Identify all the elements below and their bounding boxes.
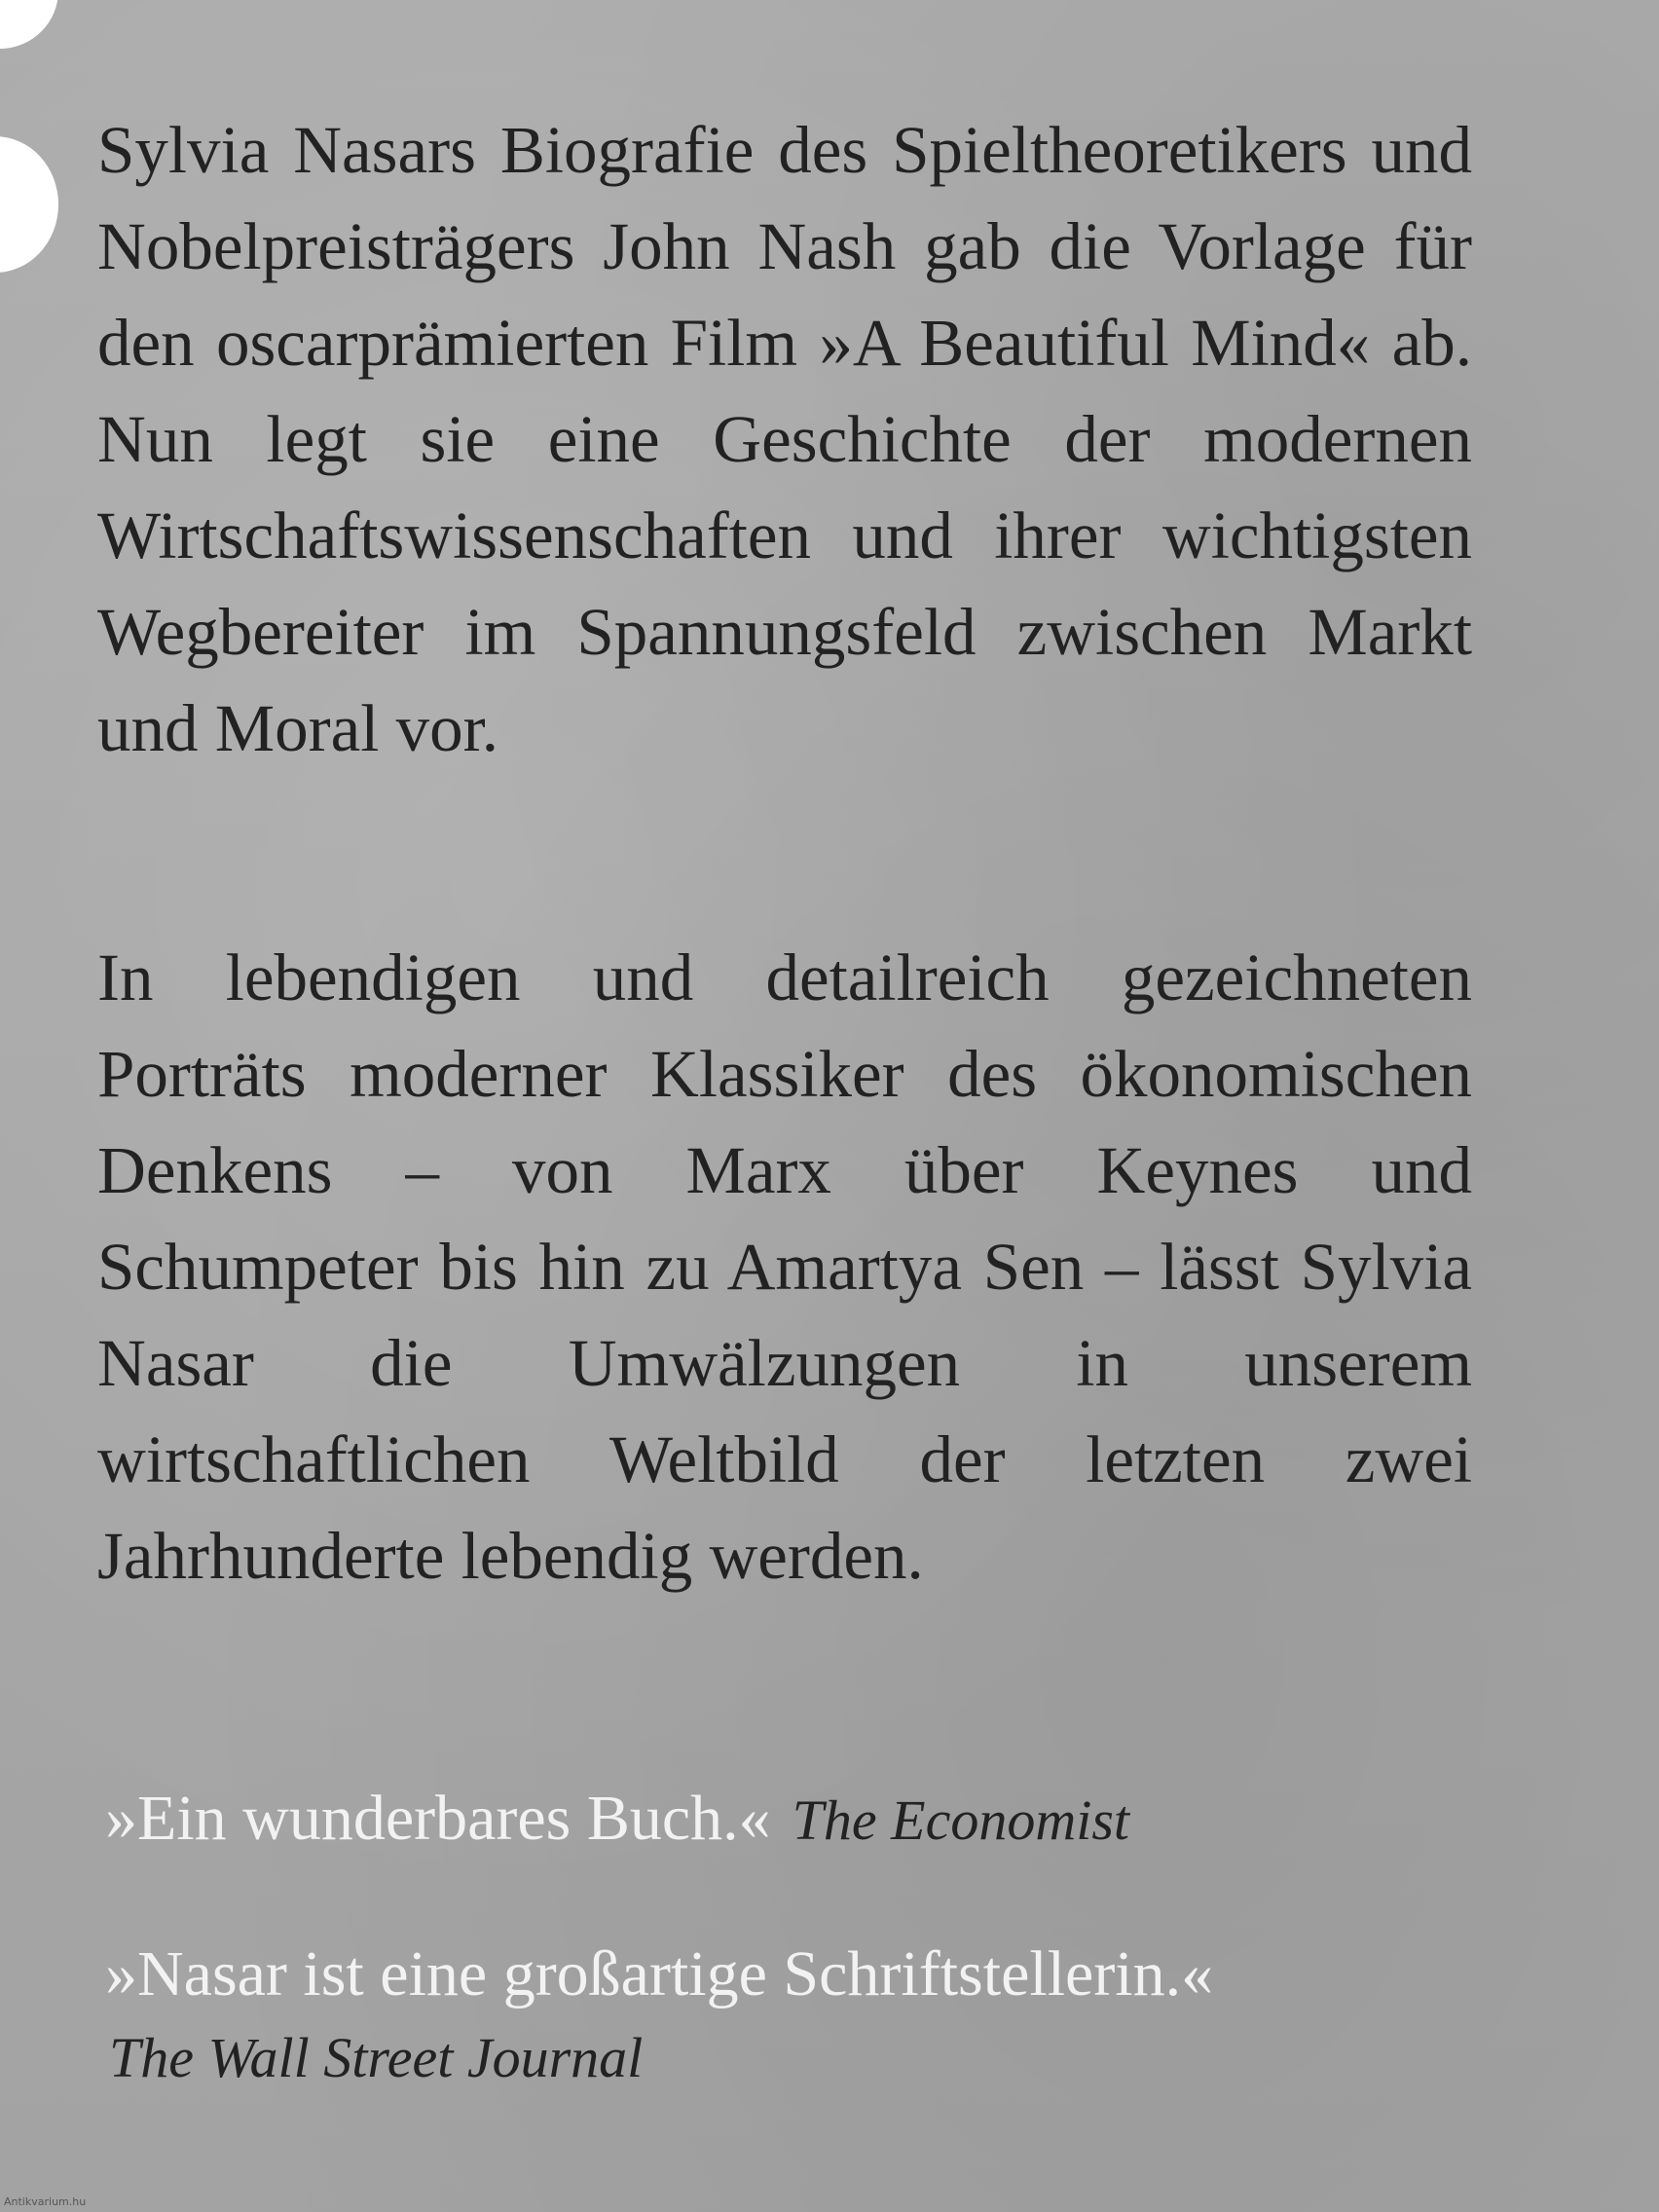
quote-text: »Ein wunderbares Buch.« <box>105 1783 771 1854</box>
site-watermark: Antikvarium.hu <box>4 2195 87 2208</box>
quote-source: The Wall Street Journal <box>109 2026 644 2089</box>
page-notch-middle <box>0 136 58 273</box>
page-notch-top <box>0 0 58 49</box>
blurb-paragraph-2: In lebendigen und detailreich gezeichneten Porträts moderner Klassiker des ökonomischen Denkens – von Marx über Keynes und Schumpeter bis hin zu Amartya Sen – lässt Sylvia Nasar die Umwälzungen in unserem wirtschaftlichen Weltbild der letzten zwei Jahrhunderte lebendig werden. <box>97 940 1472 1593</box>
blurb-paragraph-1: Sylvia Nasars Biografie des Spieltheoretikers und Nobelpreisträgers John Nash gab die Vorlage für den oscarprämierten Film »A Beautiful Mind« ab. Nun legt sie eine Geschichte der modernen Wirtschaftswissenschaften und ihrer wichtigsten Wegbereiter im Spannungsfeld zwischen Markt und Moral vor. <box>97 113 1472 765</box>
review-quote-1 <box>105 1782 1129 1856</box>
quote-source: The Economist <box>792 1788 1130 1852</box>
quote-text: »Nasar ist eine großartige Schriftstellerin.« <box>105 1938 1214 2009</box>
review-quote-2 <box>105 1937 1213 2011</box>
